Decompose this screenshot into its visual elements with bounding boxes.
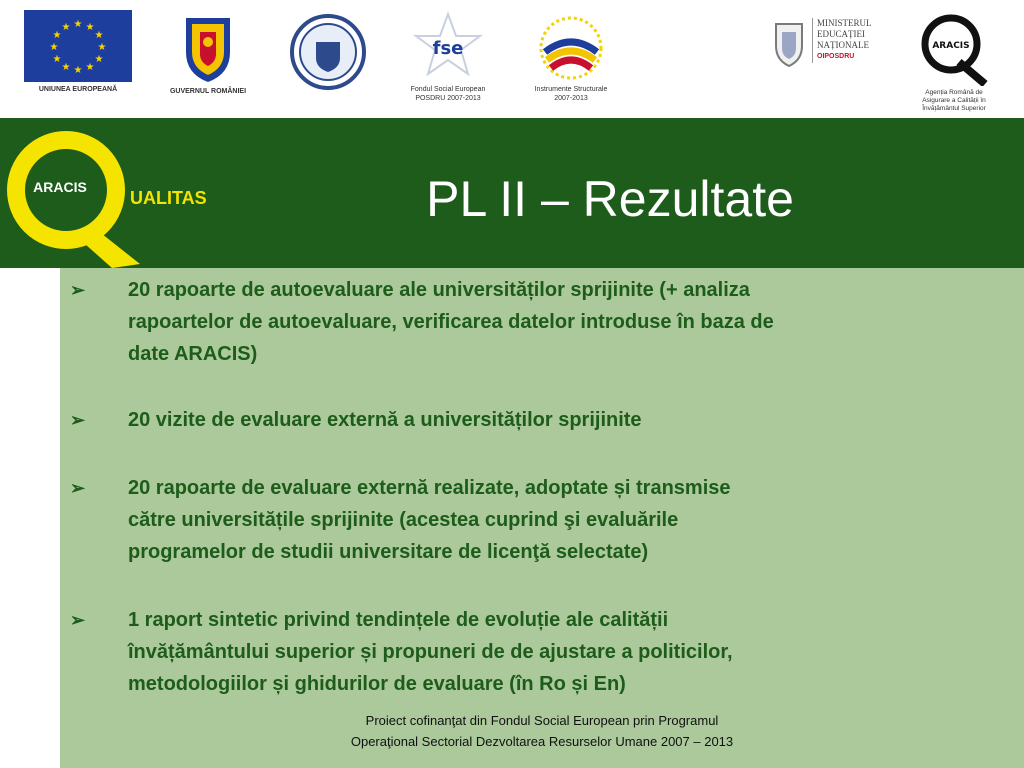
eu-flag-icon: [24, 10, 132, 82]
government-caption: GUVERNUL ROMÂNIEI: [169, 88, 247, 95]
footer-line1: Proiect cofinanţat din Fondul Social European prin Programul: [365, 713, 719, 728]
bullet-line: 20 rapoarte de evaluare externă realizate, adoptate și transmise: [128, 477, 731, 499]
svg-text:★: ★: [73, 65, 83, 76]
ministry-line2: EDUCAȚIEI: [817, 29, 865, 39]
aracis-caption-line2: Asigurare a Calității în: [922, 97, 986, 104]
svg-text:★: ★: [52, 54, 62, 65]
svg-text:fse: fse: [432, 38, 464, 59]
arrow-bullet-icon: ➢: [70, 610, 86, 630]
aracis-caption-line3: Învățământul Superior: [922, 105, 986, 112]
bullet-line: metodologiilor și ghidurilor de evaluare (în Ro și En): [128, 673, 626, 695]
structural-instruments-icon: [531, 8, 611, 82]
bullet-item: [70, 274, 990, 370]
arrow-bullet-icon: ➢: [70, 280, 86, 300]
fse-star-icon: [412, 10, 484, 82]
bullet-line: 20 rapoarte de autoevaluare ale universităților sprijinite (+ analiza: [128, 279, 750, 301]
structural-caption-line1: Instrumente Structurale: [534, 86, 608, 93]
svg-text:★: ★: [94, 30, 104, 41]
aracis-caption-line1: Agenția Română de: [925, 89, 983, 96]
seal-logo-block: [286, 12, 370, 92]
bullet-line: către universitățile sprijinite (acestea cuprind şi evaluările: [128, 509, 679, 531]
svg-text:★: ★: [73, 19, 83, 30]
fse-logo-block: [398, 10, 498, 103]
bullet-line: 1 raport sintetic privind tendințele de evoluție ale calității: [128, 609, 669, 631]
badge-ualitas-text: UALITAS: [130, 188, 207, 208]
structural-logo-block: [516, 8, 626, 103]
eu-caption: UNIUNEA EUROPEANĂ: [38, 86, 118, 93]
bullet-line: 20 vizite de evaluare externă a universităților sprijinite: [128, 409, 642, 431]
coat-of-arms-icon: [178, 12, 238, 84]
ministry-sub: OIPOSDRU: [817, 53, 855, 60]
arrow-bullet-icon: ➢: [70, 478, 86, 498]
arrow-bullet-icon: ➢: [70, 410, 86, 430]
aracis-logo-block: [894, 10, 1014, 113]
svg-text:★: ★: [85, 62, 95, 73]
footer-line2: Operaţional Sectorial Dezvoltarea Resurselor Umane 2007 – 2013: [350, 734, 734, 749]
aracis-q-icon: [915, 10, 993, 86]
aracis-qualitas-logo: [0, 118, 240, 268]
svg-text:★: ★: [85, 22, 95, 33]
government-logo-block: [158, 12, 258, 96]
svg-text:★: ★: [94, 54, 104, 65]
ministry-emblem-icon: [772, 18, 806, 68]
ministry-line3: NAȚIONALE: [817, 40, 869, 50]
aracis-q-text: ARACIS: [932, 41, 970, 51]
fse-caption-line1: Fondul Social European: [410, 86, 486, 93]
structural-caption-line2: 2007-2013: [554, 95, 588, 102]
bullet-item: [70, 404, 990, 436]
badge-aracis-text: ARACIS: [33, 179, 87, 195]
bullet-line: date ARACIS): [128, 343, 258, 365]
svg-text:★: ★: [61, 62, 71, 73]
fse-caption-line2: POSDRU 2007-2013: [415, 95, 481, 102]
svg-text:★: ★: [61, 22, 71, 33]
bullet-item: [70, 472, 990, 568]
footer: [60, 710, 1024, 752]
ministry-logo-block: [772, 18, 882, 68]
svg-text:★: ★: [49, 42, 59, 53]
bullet-item: [70, 604, 990, 700]
bullet-line: rapoartelor de autoevaluare, verificarea datelor introduse în baza de: [128, 311, 774, 333]
seal-icon: [288, 12, 368, 92]
svg-text:★: ★: [97, 42, 107, 53]
svg-text:★: ★: [52, 30, 62, 41]
bullet-line: programelor de studii universitare de licenţă selectate): [128, 541, 649, 563]
bullet-line: învățământului superior și propuneri de de ajustare a politicilor,: [128, 641, 733, 663]
logo-strip: [0, 0, 1024, 120]
ministry-line1: MINISTERUL: [817, 18, 872, 28]
eu-logo-block: [22, 10, 134, 94]
slide-title: PL II – Rezultate: [426, 171, 794, 227]
